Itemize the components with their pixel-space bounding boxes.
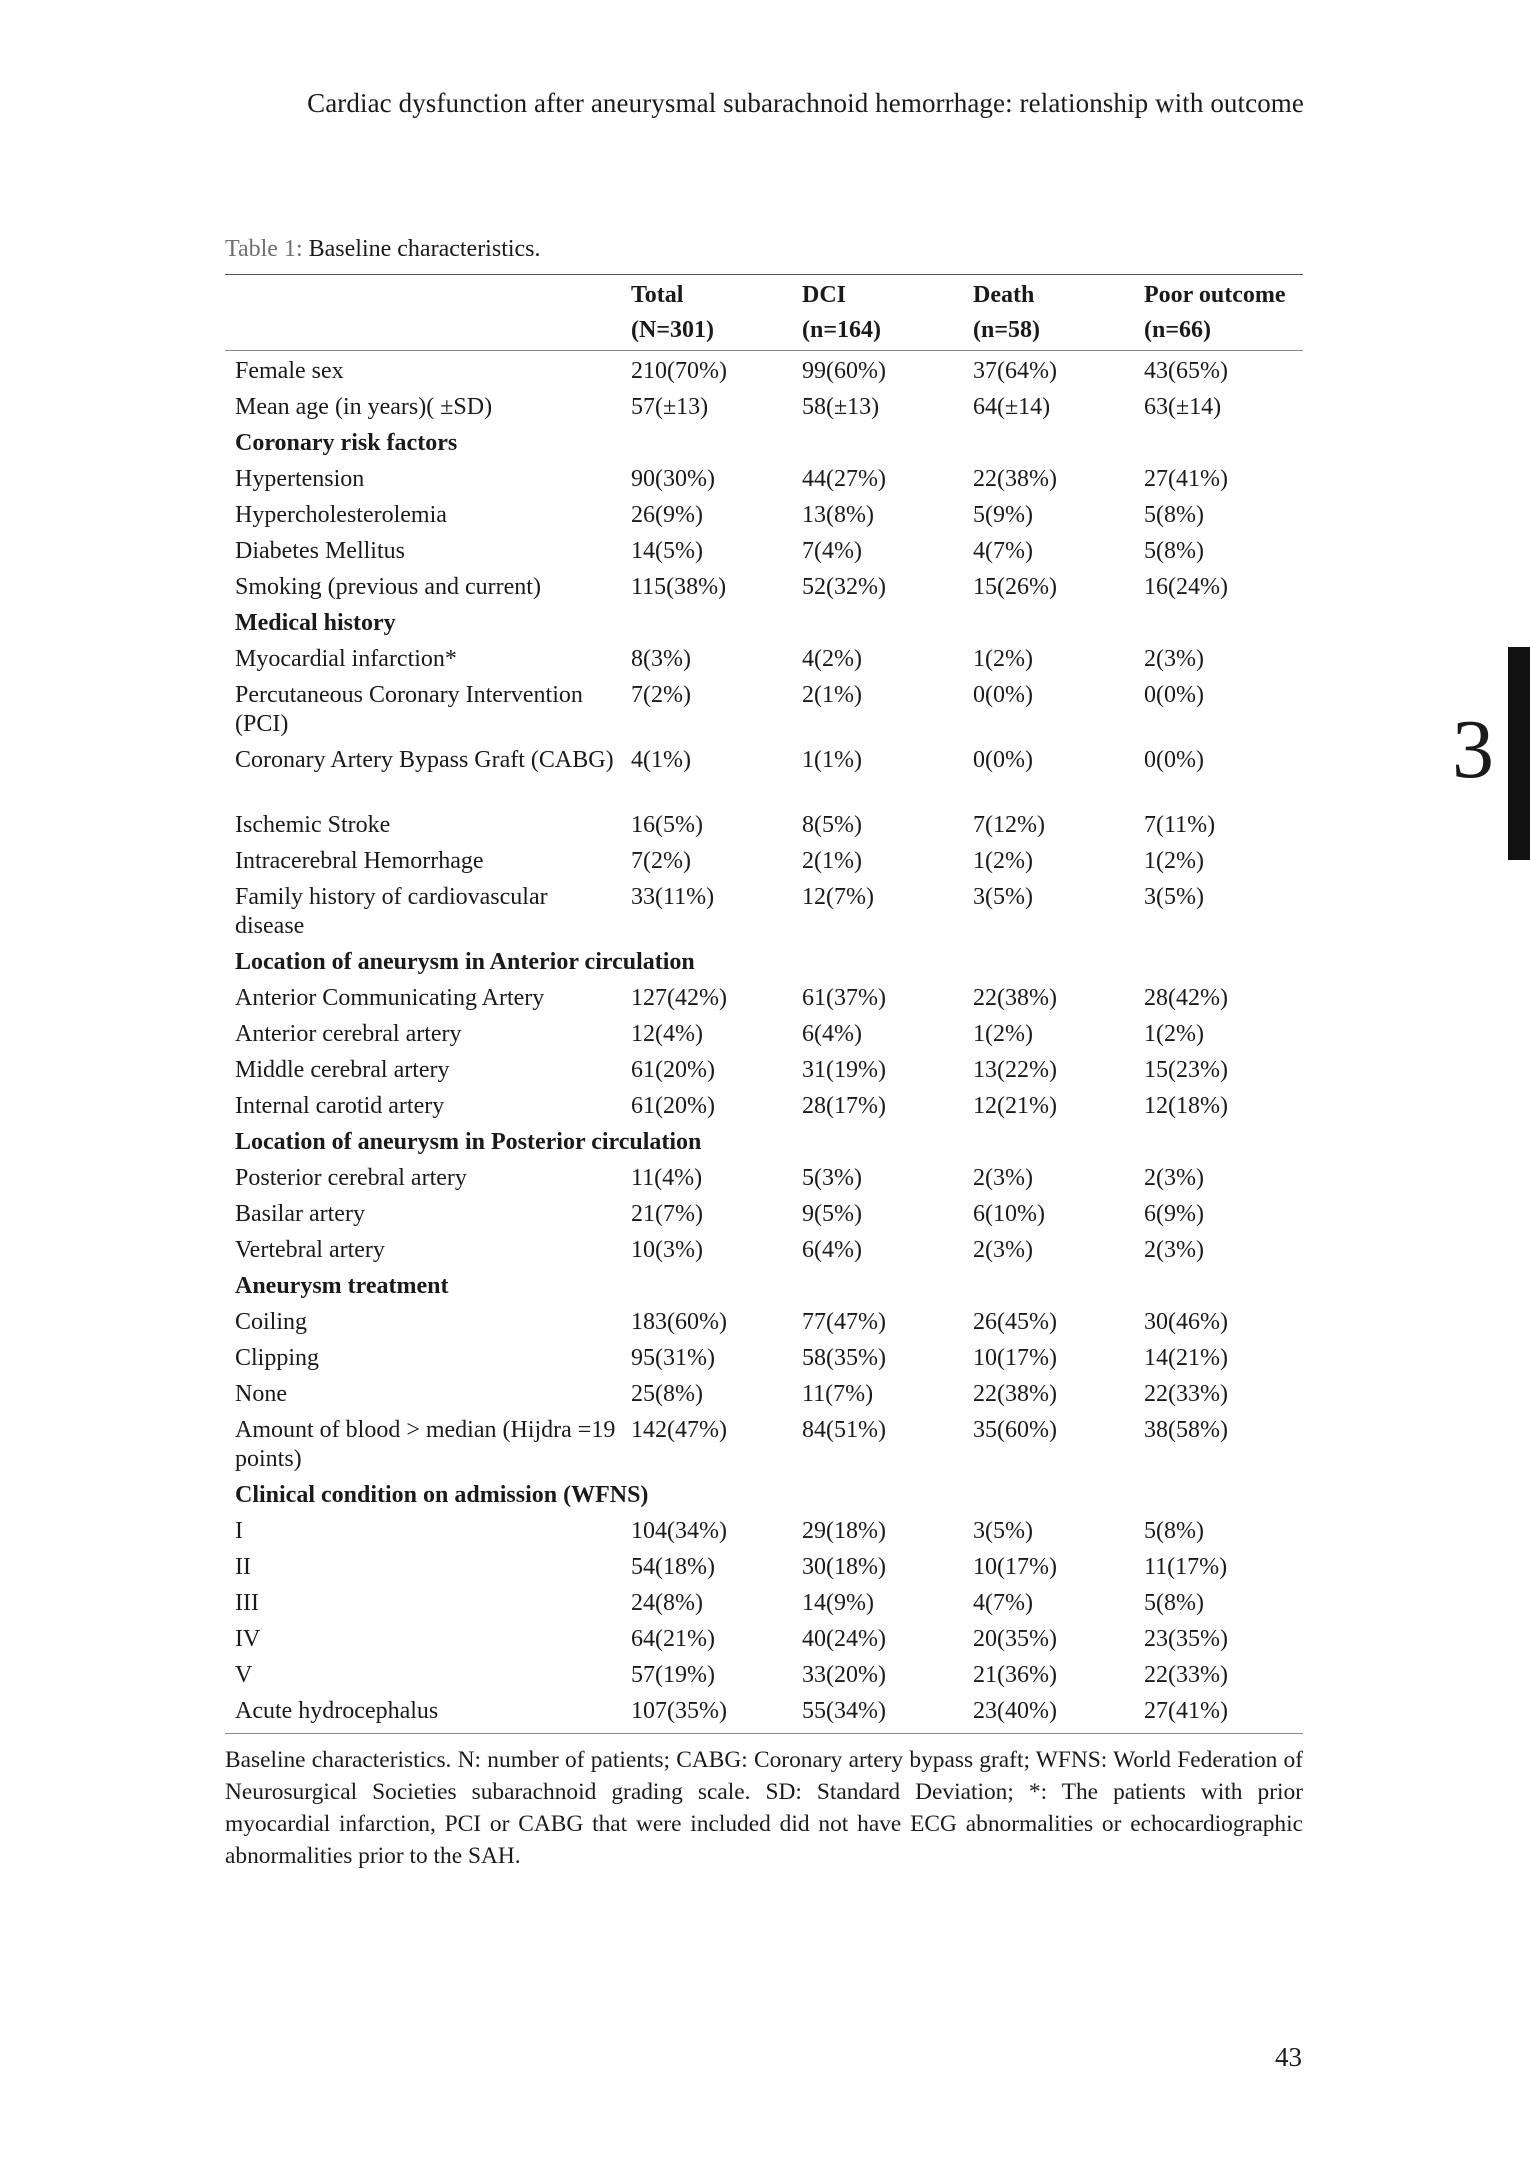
row-label: Posterior cerebral artery <box>235 1165 467 1191</box>
table-cell: 52(32%) <box>802 574 886 600</box>
table-row <box>225 1697 1303 1734</box>
table-cell: 5(8%) <box>1144 1590 1204 1616</box>
table-cell: 37(64%) <box>973 358 1057 384</box>
table-cell: 1(2%) <box>973 1021 1033 1047</box>
row-label: Coronary Artery Bypass Graft (CABG) <box>235 747 614 773</box>
table-cell: 210(70%) <box>631 358 727 384</box>
column-header <box>225 275 621 317</box>
table-cell: 33(11%) <box>631 884 715 910</box>
table-row <box>225 1517 1303 1553</box>
column-header: DCI <box>792 275 963 317</box>
table-row <box>225 1020 1303 1056</box>
table-row <box>225 984 1303 1020</box>
chapter-tab-marker <box>1508 647 1530 860</box>
table-cell: 13(22%) <box>973 1057 1057 1083</box>
table-cell: 31(19%) <box>802 1057 886 1083</box>
table-cell: 5(8%) <box>1144 1518 1204 1544</box>
table-cell: 5(9%) <box>973 502 1033 528</box>
table-cell: 2(1%) <box>802 848 862 874</box>
table-cell: 4(7%) <box>973 1590 1033 1616</box>
table-cell: 2(3%) <box>1144 1237 1204 1263</box>
section-header-row <box>225 1272 1303 1308</box>
table-cell: 4(2%) <box>802 646 862 672</box>
section-label: Location of aneurysm in Posterior circulation <box>235 1129 702 1155</box>
table-cell: 22(38%) <box>973 985 1057 1011</box>
table-cell: 104(34%) <box>631 1518 727 1544</box>
table-cell: 22(38%) <box>973 1381 1057 1407</box>
table-cell: 10(17%) <box>973 1345 1057 1371</box>
table-cell: 6(10%) <box>973 1201 1045 1227</box>
table-row <box>225 573 1303 609</box>
table-cell: 25(8%) <box>631 1381 703 1407</box>
row-label: Anterior Communicating Artery <box>235 985 545 1011</box>
table-cell: 10(17%) <box>973 1554 1057 1580</box>
table-cell: 7(11%) <box>1144 812 1216 838</box>
table-cell: 38(58%) <box>1144 1417 1228 1443</box>
row-label: Basilar artery <box>235 1201 365 1227</box>
row-label: III <box>235 1590 259 1616</box>
table-cell: 29(18%) <box>802 1518 886 1544</box>
table-cell: 12(4%) <box>631 1021 703 1047</box>
header-row <box>225 275 1303 317</box>
table-cell: 127(42%) <box>631 985 727 1011</box>
row-label: Intracerebral Hemorrhage <box>235 848 484 874</box>
row-label: V <box>235 1662 253 1688</box>
table-cell: 23(40%) <box>963 1697 1134 1734</box>
table-cell: 4(1%) <box>631 747 691 773</box>
table-cell: 22(33%) <box>1144 1662 1228 1688</box>
table-cell: 2(3%) <box>973 1165 1033 1191</box>
table-cell: 7(4%) <box>802 538 862 564</box>
table-cell: 61(20%) <box>631 1057 715 1083</box>
table-cell: 61(37%) <box>802 985 886 1011</box>
row-label: Diabetes Mellitus <box>235 538 405 564</box>
row-label: Acute hydrocephalus <box>225 1697 621 1734</box>
column-subheader: (n=164) <box>792 316 963 351</box>
row-label: Middle cerebral artery <box>235 1057 450 1083</box>
row-label: Ischemic Stroke <box>235 812 391 838</box>
table-cell: 58(35%) <box>802 1345 886 1371</box>
table-row <box>225 465 1303 501</box>
table-cell: 99(60%) <box>802 358 886 384</box>
column-subheader: (n=58) <box>963 316 1134 351</box>
table-cell: 58(±13) <box>802 394 880 420</box>
table-row <box>225 1236 1303 1272</box>
section-label: Location of aneurysm in Anterior circulation <box>235 949 695 975</box>
section-header-row <box>225 1481 1303 1517</box>
table-cell: 55(34%) <box>792 1697 963 1734</box>
table-cell: 7(2%) <box>631 682 691 708</box>
table-cell: 0(0%) <box>973 682 1033 708</box>
table-row <box>225 645 1303 681</box>
section-label: Medical history <box>235 610 396 636</box>
table-cell: 35(60%) <box>973 1417 1057 1443</box>
table-cell: 10(3%) <box>631 1237 703 1263</box>
table-cell: 183(60%) <box>631 1309 727 1335</box>
table-cell: 12(18%) <box>1144 1093 1228 1119</box>
table-row <box>225 1380 1303 1416</box>
column-subheader: (n=66) <box>1134 316 1303 351</box>
table-row <box>225 1164 1303 1200</box>
table-cell: 27(41%) <box>1144 466 1228 492</box>
table-cell: 1(2%) <box>1144 848 1204 874</box>
table-row <box>225 1553 1303 1589</box>
table-cell: 15(26%) <box>973 574 1057 600</box>
table-cell: 23(35%) <box>1144 1626 1228 1652</box>
row-label: II <box>235 1554 251 1580</box>
table-cell: 30(18%) <box>802 1554 886 1580</box>
table-cell: 1(2%) <box>973 646 1033 672</box>
section-label: Clinical condition on admission (WFNS) <box>235 1482 649 1508</box>
table-cell: 95(31%) <box>631 1345 715 1371</box>
table-cell: 5(3%) <box>802 1165 862 1191</box>
table-cell: 30(46%) <box>1144 1309 1228 1335</box>
table-cell: 28(17%) <box>802 1093 886 1119</box>
table-cell: 77(47%) <box>802 1309 886 1335</box>
table-cell: 11(7%) <box>802 1381 874 1407</box>
table-row <box>225 501 1303 537</box>
table-cell: 27(41%) <box>1134 1697 1303 1734</box>
table-cell: 7(2%) <box>631 848 691 874</box>
table-row <box>225 393 1303 429</box>
chapter-number: 3 <box>1452 703 1494 796</box>
table-row <box>225 1092 1303 1128</box>
row-label: I <box>235 1518 243 1544</box>
table-cell: 16(24%) <box>1144 574 1228 600</box>
table-row <box>225 537 1303 573</box>
table-cell: 2(3%) <box>1144 1165 1204 1191</box>
section-label: Aneurysm treatment <box>235 1273 449 1299</box>
table-cell: 21(7%) <box>631 1201 703 1227</box>
table-cell: 33(20%) <box>802 1662 886 1688</box>
row-label: Anterior cerebral artery <box>235 1021 462 1047</box>
table-cell: 3(5%) <box>1144 884 1204 910</box>
table-cell: 3(5%) <box>973 1518 1033 1544</box>
section-label: Coronary risk factors <box>235 430 458 456</box>
table-row <box>225 1661 1303 1697</box>
table-cell: 44(27%) <box>802 466 886 492</box>
table-cell: 1(2%) <box>1144 1021 1204 1047</box>
table-cell: 2(3%) <box>1144 646 1204 672</box>
table-cell: 61(20%) <box>631 1093 715 1119</box>
section-header-row <box>225 609 1303 645</box>
table-cell: 7(12%) <box>973 812 1045 838</box>
table-cell: 0(0%) <box>1144 747 1204 773</box>
column-subheader: (N=301) <box>621 316 792 351</box>
table-cell: 57(19%) <box>631 1662 715 1688</box>
table-cell: 12(21%) <box>973 1093 1057 1119</box>
table-cell: 5(8%) <box>1144 538 1204 564</box>
table-cell: 64(±14) <box>973 394 1051 420</box>
table-cell: 16(5%) <box>631 812 703 838</box>
table-cell: 8(5%) <box>802 812 862 838</box>
row-label: Coiling <box>235 1309 308 1335</box>
table-row <box>225 1589 1303 1625</box>
row-label: Amount of blood > median (Hijdra =19 points) <box>235 1417 616 1472</box>
table-cell: 64(21%) <box>631 1626 715 1652</box>
table-row <box>225 883 1303 948</box>
section-header-row <box>225 948 1303 984</box>
table-cell: 1(1%) <box>802 747 862 773</box>
table-cell: 54(18%) <box>631 1554 715 1580</box>
table-row <box>225 1416 1303 1481</box>
table-cell: 90(30%) <box>631 466 715 492</box>
table-row <box>225 1056 1303 1092</box>
table-cell: 107(35%) <box>621 1697 792 1734</box>
table-row <box>225 811 1303 847</box>
table-cell: 2(1%) <box>802 682 862 708</box>
table-cell: 0(0%) <box>973 747 1033 773</box>
table-cell: 43(65%) <box>1144 358 1228 384</box>
table-cell: 11(4%) <box>631 1165 703 1191</box>
table-row <box>225 351 1303 394</box>
row-label: Internal carotid artery <box>235 1093 445 1119</box>
table-footnote: Baseline characteristics. N: number of patients; CABG: Coronary artery bypass graft; WFNS: World Federation of Neurosurgical Societies subarachnoid grading scale. SD: Standard Deviation; *: The patients with prior myocardial infarction, PCI or CABG that were included did not have ECG abnormalities or echocardiographic abnormalities prior to the SAH. <box>225 1747 1303 1869</box>
table-cell: 22(33%) <box>1144 1381 1228 1407</box>
table-cell: 5(8%) <box>1144 502 1204 528</box>
table-caption-text: Baseline characteristics. <box>308 236 541 262</box>
table-cell: 21(36%) <box>973 1662 1057 1688</box>
table-cell: 14(5%) <box>631 538 703 564</box>
table-row <box>225 1344 1303 1380</box>
table-cell: 40(24%) <box>802 1626 886 1652</box>
row-label: Female sex <box>235 358 344 384</box>
table-cell: 1(2%) <box>973 848 1033 874</box>
table-cell: 26(9%) <box>631 502 703 528</box>
table-cell: 12(7%) <box>802 884 874 910</box>
table-cell: 28(42%) <box>1144 985 1228 1011</box>
table-cell: 4(7%) <box>973 538 1033 564</box>
table-cell: 14(9%) <box>802 1590 874 1616</box>
row-label: Clipping <box>235 1345 320 1371</box>
table-cell: 3(5%) <box>973 884 1033 910</box>
table-caption-label: Table 1: <box>225 236 303 262</box>
table-cell: 22(38%) <box>973 466 1057 492</box>
table-row <box>225 1308 1303 1344</box>
running-head: Cardiac dysfunction after aneurysmal subarachnoid hemorrhage: relationship with outcome <box>307 88 1304 118</box>
table-cell: 84(51%) <box>802 1417 886 1443</box>
page-number: 43 <box>1275 2042 1302 2072</box>
row-label: Hypercholesterolemia <box>235 502 447 528</box>
row-label: Family history of cardiovascular disease <box>235 884 548 939</box>
table-cell: 15(23%) <box>1144 1057 1228 1083</box>
table-cell: 115(38%) <box>631 574 727 600</box>
table-cell: 6(4%) <box>802 1237 862 1263</box>
table-cell: 13(8%) <box>802 502 874 528</box>
row-label: IV <box>235 1626 261 1652</box>
table-cell: 8(3%) <box>631 646 691 672</box>
table-cell: 6(9%) <box>1144 1201 1204 1227</box>
row-label: Smoking (previous and current) <box>235 574 541 600</box>
table-cell: 26(45%) <box>973 1309 1057 1335</box>
table-row <box>225 847 1303 883</box>
row-label: Percutaneous Coronary Intervention (PCI) <box>235 682 583 737</box>
table-row <box>225 1200 1303 1236</box>
column-header: Death <box>963 275 1134 317</box>
section-header-row <box>225 429 1303 465</box>
column-header: Poor outcome <box>1134 275 1303 317</box>
table-cell: 2(3%) <box>973 1237 1033 1263</box>
table-cell: 57(±13) <box>631 394 709 420</box>
row-label: Hypertension <box>235 466 365 492</box>
table-cell: 0(0%) <box>1144 682 1204 708</box>
table-cell: 14(21%) <box>1144 1345 1228 1371</box>
table-row <box>225 1625 1303 1661</box>
header-subrow <box>225 316 1303 351</box>
table-row <box>225 681 1303 746</box>
table-cell: 11(17%) <box>1144 1554 1228 1580</box>
table-cell: 142(47%) <box>631 1417 727 1443</box>
row-label: Myocardial infarction* <box>235 646 457 672</box>
table-cell: 6(4%) <box>802 1021 862 1047</box>
table-cell: 63(±14) <box>1144 394 1222 420</box>
baseline-characteristics-table <box>225 274 1303 1734</box>
table-cell: 9(5%) <box>802 1201 862 1227</box>
table-cell: 24(8%) <box>631 1590 703 1616</box>
table-row <box>225 746 1303 811</box>
row-label: None <box>235 1381 287 1407</box>
table-cell: 20(35%) <box>973 1626 1057 1652</box>
row-label: Vertebral artery <box>235 1237 385 1263</box>
table-caption <box>225 236 541 263</box>
column-subheader <box>225 316 621 351</box>
column-header: Total <box>621 275 792 317</box>
row-label: Mean age (in years)( ±SD) <box>235 394 493 420</box>
section-header-row <box>225 1128 1303 1164</box>
